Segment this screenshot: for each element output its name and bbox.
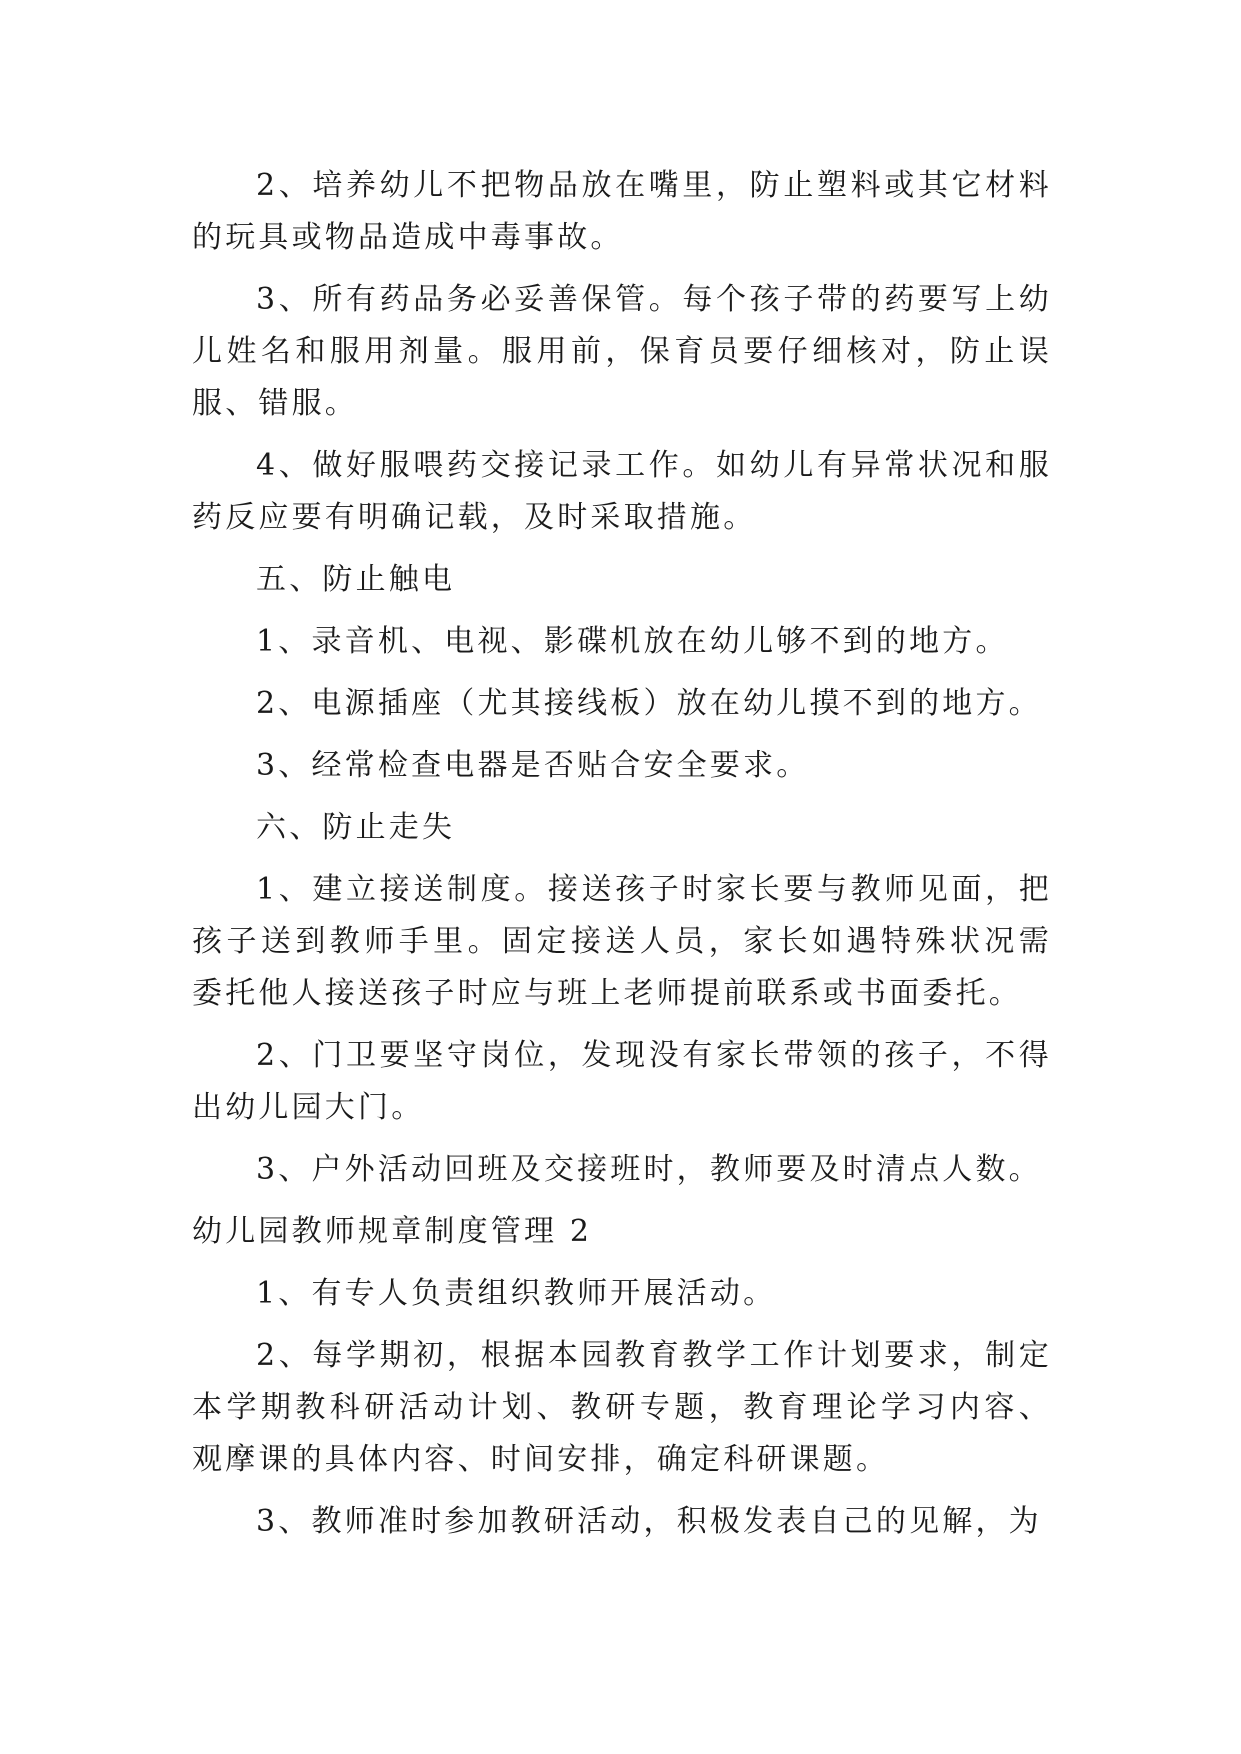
paragraph: 3、教师准时参加教研活动，积极发表自己的见解，为: [256, 1504, 1042, 1539]
paragraph: 2、培养幼儿不把物品放在嘴里，防止塑料或其它材料的玩具或物品造成中毒事故。: [192, 168, 1052, 255]
section-heading: 五、防止触电: [256, 562, 456, 597]
paragraph: 2、每学期初，根据本园教育教学工作计划要求，制定本学期教科研活动计划、教研专题，教育理论学习内容、观摩课的具体内容、时间安排，确定科研课题。: [192, 1338, 1052, 1477]
paragraph: 1、录音机、电视、影碟机放在幼儿够不到的地方。: [256, 624, 1009, 659]
paragraph: 3、户外活动回班及交接班时，教师要及时清点人数。: [256, 1152, 1042, 1187]
paragraph: 2、电源插座（尤其接线板）放在幼儿摸不到的地方。: [256, 686, 1042, 721]
paragraph: 1、有专人负责组织教师开展活动。: [256, 1276, 777, 1311]
document-title: 幼儿园教师规章制度管理 2: [192, 1214, 593, 1249]
paragraph: 4、做好服喂药交接记录工作。如幼儿有异常状况和服药反应要有明确记载，及时采取措施。: [192, 448, 1052, 535]
paragraph: 2、门卫要坚守岗位，发现没有家长带领的孩子，不得出幼儿园大门。: [192, 1038, 1052, 1125]
paragraph: 1、建立接送制度。接送孩子时家长要与教师见面，把孩子送到教师手里。固定接送人员，家长如遇特殊状况需委托他人接送孩子时应与班上老师提前联系或书面委托。: [192, 872, 1052, 1011]
section-heading: 六、防止走失: [256, 810, 456, 845]
document-body: [192, 160, 1052, 1558]
paragraph: 3、经常检查电器是否贴合安全要求。: [256, 748, 810, 783]
paragraph: 3、所有药品务必妥善保管。每个孩子带的药要写上幼儿姓名和服用剂量。服用前，保育员要仔细核对，防止误服、错服。: [192, 282, 1052, 421]
